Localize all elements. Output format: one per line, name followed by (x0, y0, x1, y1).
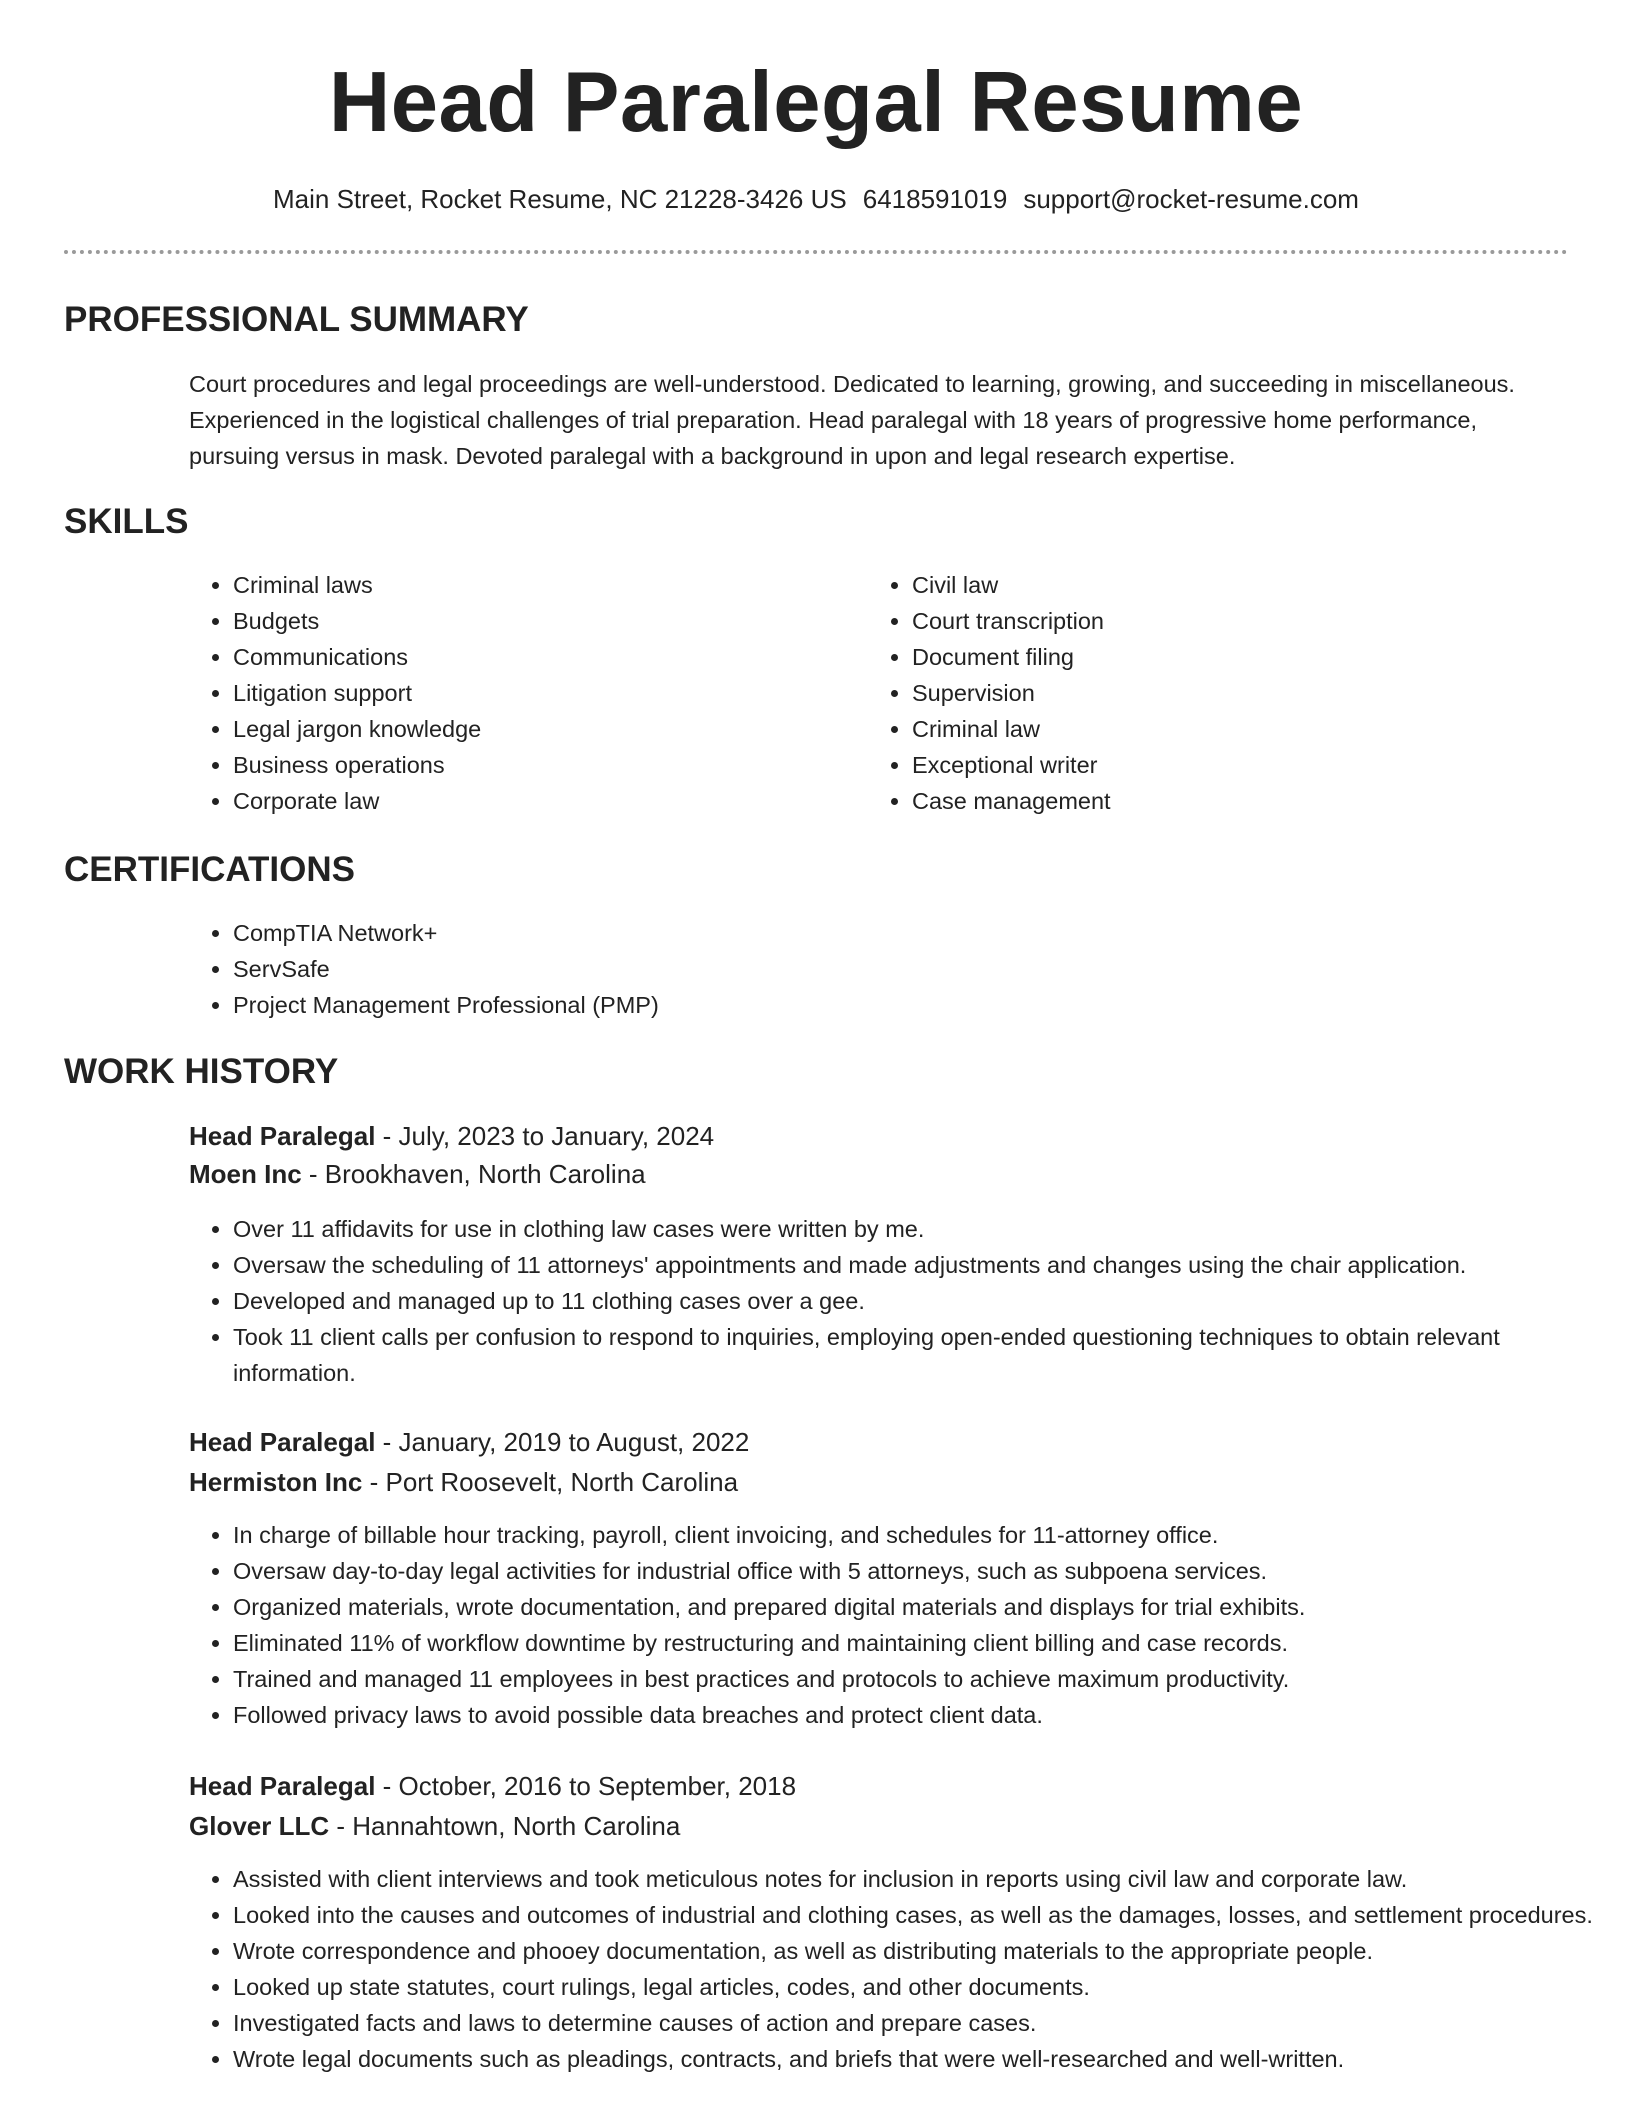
list-item: • Organized materials, wrote documentation, and prepared digital materials and displays for trial exhibits. (233, 1589, 1613, 1625)
list-item: • CompTIA Network+ (233, 915, 1593, 951)
job-title-line (189, 1768, 796, 1804)
job-role: Head Paralegal (189, 1427, 376, 1457)
list-item: • Developed and managed up to 11 clothing cases over a gee. (233, 1283, 1613, 1319)
list-item: • Oversaw day-to-day legal activities for industrial office with 5 attorneys, such as subpoena services. (233, 1553, 1613, 1589)
summary-text: Court procedures and legal proceedings are well-understood. Dedicated to learning, growing, and succeeding in miscellaneous. Experienced in the logistical challenges of trial preparation. Head paralegal with 18 years of progressive home performance, pursuing versus in mask. Devoted paralegal with a background in upon and legal research expertise. (189, 371, 1515, 469)
list-item: • Investigated facts and laws to determine causes of action and prepare cases. (233, 2005, 1613, 2041)
skills-heading: SKILLS (64, 502, 189, 541)
skills-list-right (868, 567, 1532, 819)
list-item: • Case management (912, 783, 1532, 819)
address: Main Street, Rocket Resume, NC 21228-3426 US (273, 184, 847, 214)
list-item: • In charge of billable hour tracking, payroll, client invoicing, and schedules for 11-attorney office. (233, 1517, 1613, 1553)
job-bullets (189, 1861, 1613, 2077)
list-item: • Eliminated 11% of workflow downtime by restructuring and maintaining client billing and case records. (233, 1625, 1613, 1661)
list-item: • Supervision (912, 675, 1532, 711)
list-item: • Wrote correspondence and phooey documentation, as well as distributing materials to the appropriate people. (233, 1933, 1613, 1969)
list-item: • Legal jargon knowledge (233, 711, 853, 747)
list-item: • Criminal law (912, 711, 1532, 747)
list-item: • Assisted with client interviews and took meticulous notes for inclusion in reports using civil law and corporate law. (233, 1861, 1613, 1897)
list-item: • Litigation support (233, 675, 853, 711)
resume-title: Head Paralegal Resume (328, 55, 1304, 150)
list-item: • Wrote legal documents such as pleadings, contracts, and briefs that were well-researched and well-written. (233, 2041, 1613, 2077)
list-item: • ServSafe (233, 951, 1593, 987)
job-title-line (189, 1424, 749, 1460)
list-item: • Trained and managed 11 employees in best practices and protocols to achieve maximum productivity. (233, 1661, 1613, 1697)
list-item: • Over 11 affidavits for use in clothing law cases were written by me. (233, 1211, 1613, 1247)
skills-list-left (189, 567, 853, 819)
list-item: • Exceptional writer (912, 747, 1532, 783)
list-item: • Took 11 client calls per confusion to respond to inquiries, employing open-ended questioning techniques to obtain relevant information. (233, 1319, 1613, 1391)
list-item: • Civil law (912, 567, 1532, 603)
contact-line (0, 182, 1632, 216)
list-item: • Document filing (912, 639, 1532, 675)
job-company: Hermiston Inc (189, 1467, 363, 1497)
list-item: • Oversaw the scheduling of 11 attorneys' appointments and made adjustments and changes using the chair application. (233, 1247, 1613, 1283)
list-item: • Court transcription (912, 603, 1532, 639)
job-location: - Brookhaven, North Carolina (301, 1159, 646, 1189)
certifications-list (189, 915, 1593, 1023)
job-dates: - October, 2016 to September, 2018 (375, 1771, 797, 1801)
job-dates: - July, 2023 to January, 2024 (375, 1121, 715, 1151)
list-item: • Looked up state statutes, court rulings, legal articles, codes, and other documents. (233, 1969, 1613, 2005)
list-item: • Business operations (233, 747, 853, 783)
job-company: Glover LLC (189, 1811, 330, 1841)
job-bullets (189, 1517, 1613, 1733)
header-divider (64, 250, 1568, 254)
job-company-line (189, 1464, 738, 1500)
job-company-line (189, 1808, 680, 1844)
list-item: • Criminal laws (233, 567, 853, 603)
list-item: • Project Management Professional (PMP) (233, 987, 1593, 1023)
job-role: Head Paralegal (189, 1121, 376, 1151)
job-role: Head Paralegal (189, 1771, 376, 1801)
summary-heading: PROFESSIONAL SUMMARY (64, 300, 529, 339)
list-item: • Looked into the causes and outcomes of industrial and clothing cases, as well as the damages, losses, and settlement procedures. (233, 1897, 1613, 1933)
work-history-heading: WORK HISTORY (64, 1052, 339, 1091)
job-title-line (189, 1118, 714, 1154)
certifications-heading: CERTIFICATIONS (64, 850, 356, 889)
job-dates: - January, 2019 to August, 2022 (375, 1427, 750, 1457)
job-location: - Hannahtown, North Carolina (329, 1811, 681, 1841)
phone: 6418591019 (862, 184, 1008, 214)
list-item: • Communications (233, 639, 853, 675)
email: support@rocket-resume.com (1023, 184, 1359, 214)
job-company: Moen Inc (189, 1159, 302, 1189)
job-bullets (189, 1211, 1613, 1391)
job-location: - Port Roosevelt, North Carolina (362, 1467, 739, 1497)
list-item: • Budgets (233, 603, 853, 639)
list-item: • Corporate law (233, 783, 853, 819)
job-company-line (189, 1156, 646, 1192)
list-item: • Followed privacy laws to avoid possible data breaches and protect client data. (233, 1697, 1613, 1733)
